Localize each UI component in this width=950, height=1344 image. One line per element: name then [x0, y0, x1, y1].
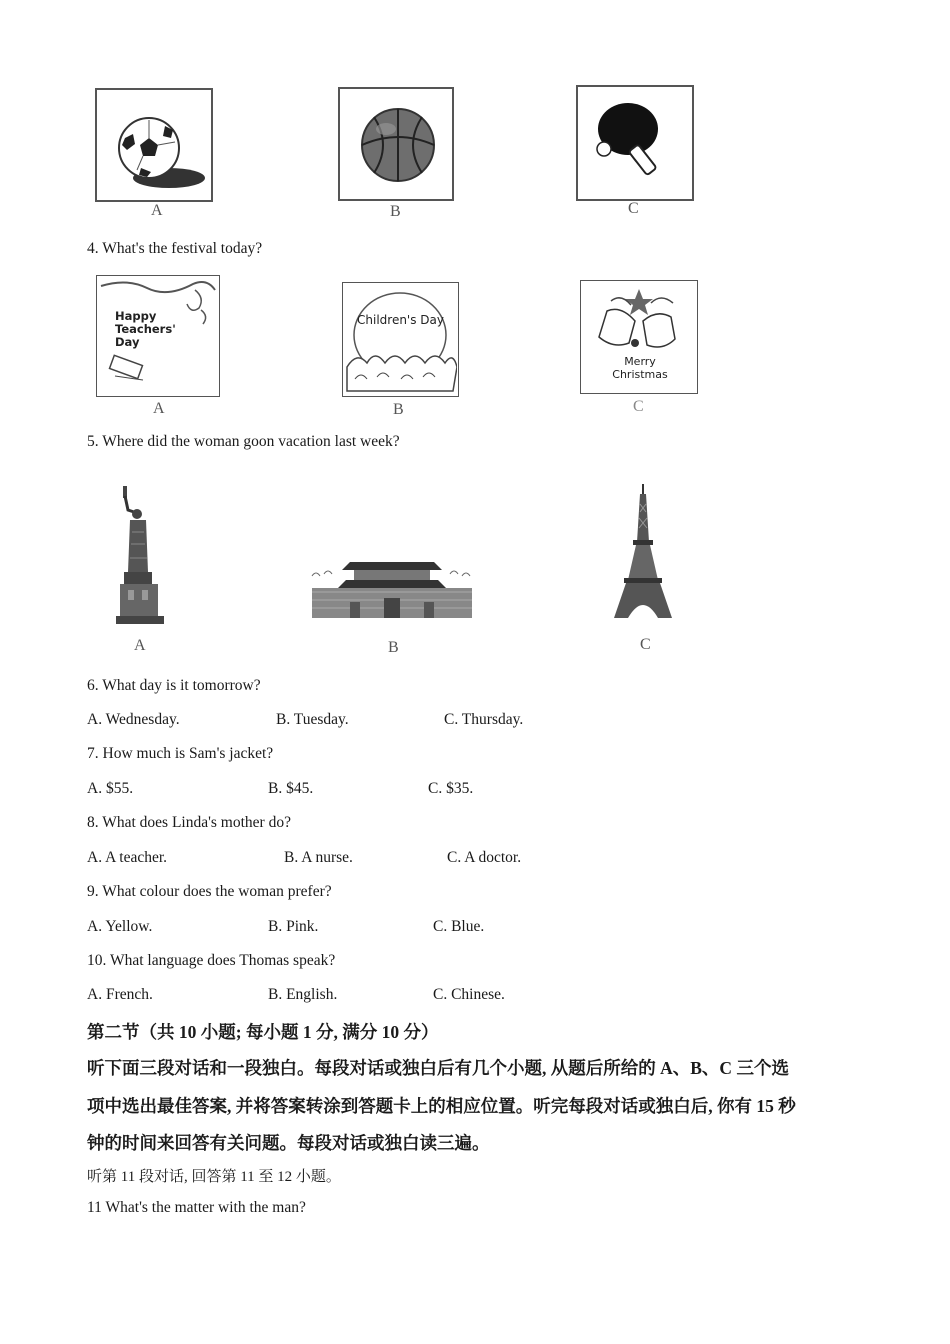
teachers-day-card-text: Happy Teachers' Day [115, 309, 176, 349]
q7-option-b: B. $45. [268, 780, 314, 797]
sports-label-c: C [628, 200, 639, 217]
q10-option-b: B. English. [268, 986, 338, 1003]
section-2-instruction-line-1: 听下面三段对话和一段独白。每段对话或独白后有几个小题, 从题后所给的 A、B、C 三个选 [87, 1058, 789, 1078]
q7-option-a: A. $55. [87, 780, 134, 797]
question-5: 5. Where did the woman goon vacation last week? [87, 433, 400, 450]
picture-teachers-day-card [96, 275, 220, 397]
question-4: 4. What's the festival today? [87, 240, 263, 257]
q8-option-a: A. A teacher. [87, 849, 168, 866]
q6-option-a: A. Wednesday. [87, 711, 180, 728]
picture-statue-of-liberty [110, 482, 170, 624]
christmas-card-text: Merry Christmas [612, 355, 668, 381]
picture-eiffel-tower [612, 484, 674, 620]
place-label-b: B [388, 639, 399, 656]
q9-option-a: A. Yellow. [87, 918, 153, 935]
picture-table-tennis-paddle [576, 85, 694, 201]
section-2-instruction-line-3: 钟的时间来回答有关问题。每段对话或独白读三遍。 [87, 1133, 490, 1153]
festival-label-b: B [393, 401, 404, 418]
q7-option-c: C. $35. [428, 780, 474, 797]
festival-label-a: A [153, 400, 165, 417]
question-10: 10. What language does Thomas speak? [87, 952, 336, 969]
q8-option-c: C. A doctor. [447, 849, 522, 866]
q6-option-b: B. Tuesday. [276, 711, 349, 728]
sports-label-b: B [390, 203, 401, 220]
place-label-c: C [640, 636, 651, 653]
sports-label-a: A [151, 202, 163, 219]
q6-option-c: C. Thursday. [444, 711, 524, 728]
picture-soccer-ball [95, 88, 213, 202]
q10-option-a: A. French. [87, 986, 153, 1003]
dialogue-11-note: 听第 11 段对话, 回答第 11 至 12 小题。 [87, 1169, 341, 1185]
question-9: 9. What colour does the woman prefer? [87, 883, 332, 900]
question-7: 7. How much is Sam's jacket? [87, 745, 274, 762]
q9-option-c: C. Blue. [433, 918, 485, 935]
festival-label-c: C [633, 398, 644, 415]
section-2-heading: 第二节（共 10 小题; 每小题 1 分, 满分 10 分） [87, 1022, 439, 1042]
picture-childrens-day-card [342, 282, 459, 397]
question-8: 8. What does Linda's mother do? [87, 814, 291, 831]
picture-basketball [338, 87, 454, 201]
childrens-day-card-text: Children's Day [357, 313, 444, 327]
section-2-instruction-line-2: 项中选出最佳答案, 并将答案转涂到答题卡上的相应位置。听完每段对话或独白后, 你有 15 秒 [87, 1096, 796, 1116]
question-6: 6. What day is it tomorrow? [87, 677, 261, 694]
question-11: 11 What's the matter with the man? [87, 1199, 306, 1216]
q10-option-c: C. Chinese. [433, 986, 505, 1003]
q9-option-b: B. Pink. [268, 918, 319, 935]
picture-christmas-card [580, 280, 698, 394]
place-label-a: A [134, 637, 146, 654]
q8-option-b: B. A nurse. [284, 849, 353, 866]
picture-tiananmen [310, 548, 474, 622]
